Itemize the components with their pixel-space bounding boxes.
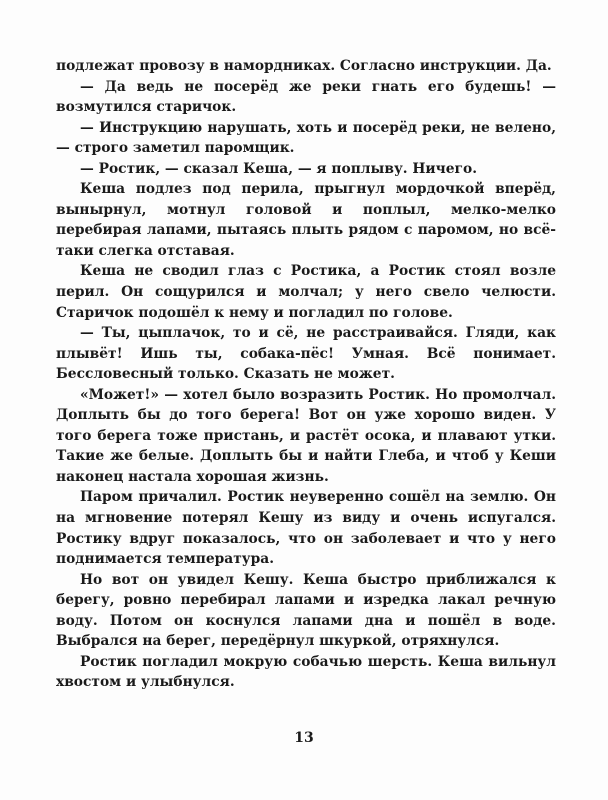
paragraph-1: подлежат провозу в намордниках. Согласно инструкции. Да. [56,58,552,74]
paragraph-10: Но вот он увидел Кешу. Кеша быстро приближался к берегу, ровно перебирал лапами и изредка лакал речную воду. Потом он коснулся лапами дна и пошёл в воде. Выбрался на берег, передёрнул шкуркой, отряхнулся. [56,571,556,650]
page-text [56,56,556,693]
page-number: 13 [294,730,314,746]
paragraph-6: Кеша не сводил глаз с Ростика, а Ростик стоял возле перил. Он сощурился и молчал; у него свело челюсти. Старичок подошёл к нему и погладил по голове. [56,263,556,321]
paragraph-8: «Может!» — хотел было возразить Ростик. Но промолчал. Доплыть бы до того берега! Вот он уже хорошо виден. У того берега тоже пристань, и растёт осока, и плавают утки. Такие же белые. Доплыть бы и найти Глеба, и чтоб у Кеши наконец настала хорошая жизнь. [56,386,556,485]
paragraph-2: — Да ведь не посерёд же реки гнать его будешь! — возмутился старичок. [56,78,556,116]
paragraph-7: — Ты, цыплачок, то и сё, не расстраивайся. Гляди, как плывёт! Ишь ты, собака-пёс! Умная. Всё понимает. Бессловесный только. Сказать не может. [56,325,556,383]
paragraph-4: — Ростик, — сказал Кеша, — я поплыву. Ничего. [80,160,477,177]
paragraph-3: — Инструкцию нарушать, хоть и посерёд реки, не велено, — строго заметил паромщик. [56,119,556,157]
paragraph-5: Кеша подлез под перила, прыгнул мордочкой вперёд, вынырнул, мотнул головой и поплыл, мелко-мелко перебирая лапами, пытаясь плыть рядом с паромом, но всё-таки слегка отставая. [56,181,556,259]
paragraph-11: Ростик погладил мокрую собачью шерсть. Кеша вильнул хвостом и улыбнулся. [56,653,556,691]
paragraph-9: Паром причалил. Ростик неуверенно сошёл на землю. Он на мгновение потерял Кешу из виду и очень испугался. Ростику вдруг показалось, что он заболевает и что у него поднимается температура. [56,489,556,568]
